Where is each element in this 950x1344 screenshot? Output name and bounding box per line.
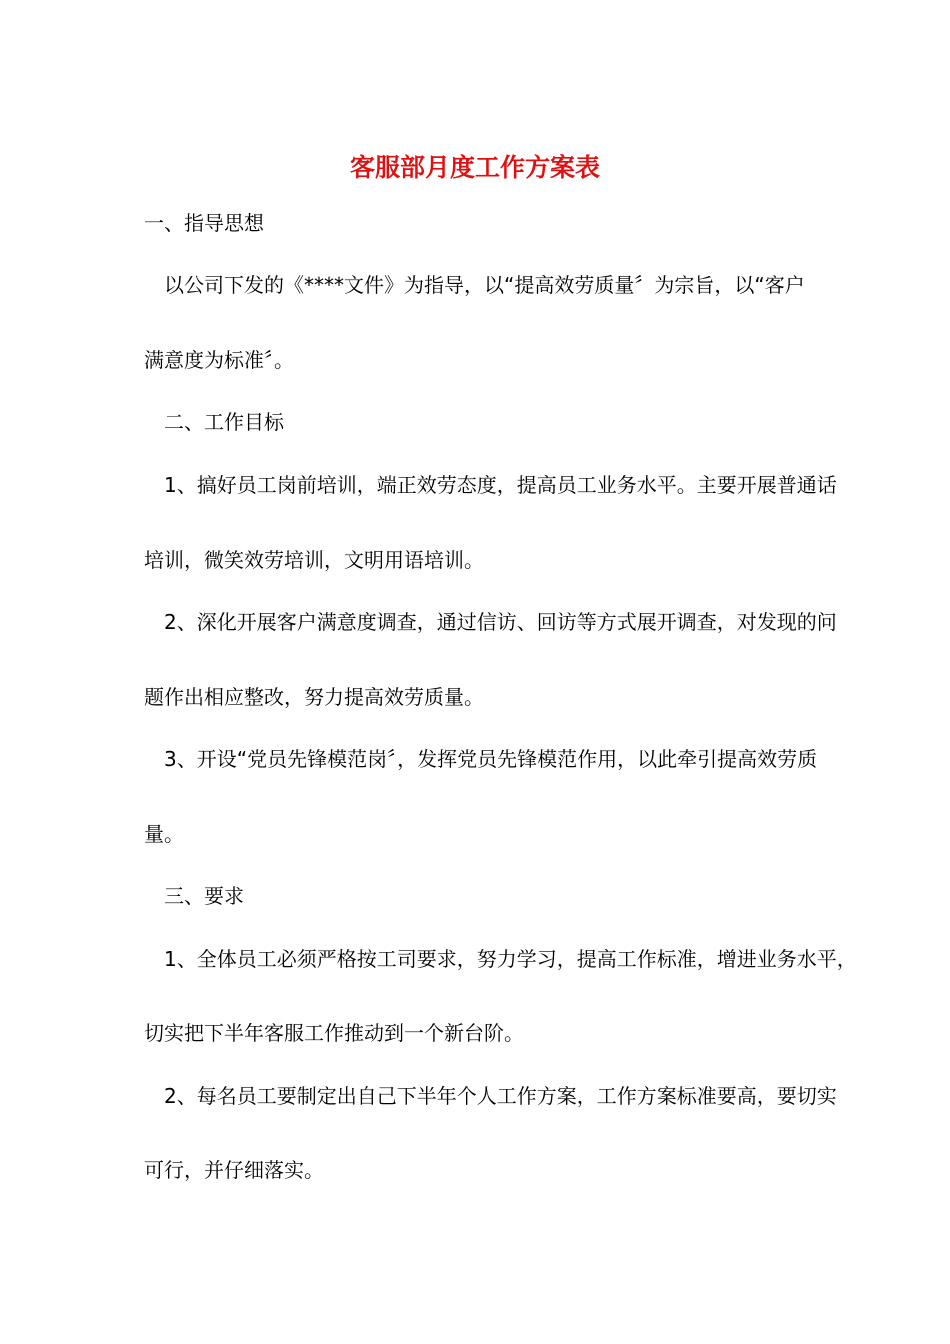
paragraph-line: 可行，并仔细落实。 [144, 1158, 324, 1182]
paragraph-line: 2、深化开展客户满意度调查，通过信访、回访等方式展开调查，对发现的问 [164, 610, 837, 634]
paragraph-line: 2、每名员工要制定出自己下半年个人工作方案，工作方案标准要高，要切实 [164, 1084, 837, 1108]
section-heading-guiding-ideology: 一、指导思想 [144, 211, 264, 235]
section-heading-work-goals: 二、工作目标 [164, 410, 284, 434]
paragraph-line: 题作出相应整改，努力提高效劳质量。 [144, 685, 484, 709]
paragraph-line: 满意度为标准〞。 [144, 348, 294, 372]
paragraph-line: 3、开设“党员先锋模范岗〞，发挥党员先锋模范作用，以此牵引提高效劳质 [164, 747, 818, 771]
paragraph-line: 1、搞好员工岗前培训，端正效劳态度，提高员工业务水平。主要开展普通话 [164, 473, 837, 497]
paragraph-line: 培训，微笑效劳培训，文明用语培训。 [144, 548, 484, 572]
paragraph-line: 1、全体员工必须严格按工司要求，努力学习，提高工作标准，增进业务水平， [164, 947, 857, 971]
section-heading-requirements: 三、要求 [164, 884, 244, 908]
paragraph-line: 量。 [144, 822, 184, 846]
document-title: 客服部月度工作方案表 [349, 153, 600, 182]
paragraph-line: 以公司下发的《****文件》为指导，以“提高效劳质量〞为宗旨，以“客户 [164, 273, 805, 297]
paragraph-line: 切实把下半年客服工作推动到一个新台阶。 [144, 1021, 524, 1045]
